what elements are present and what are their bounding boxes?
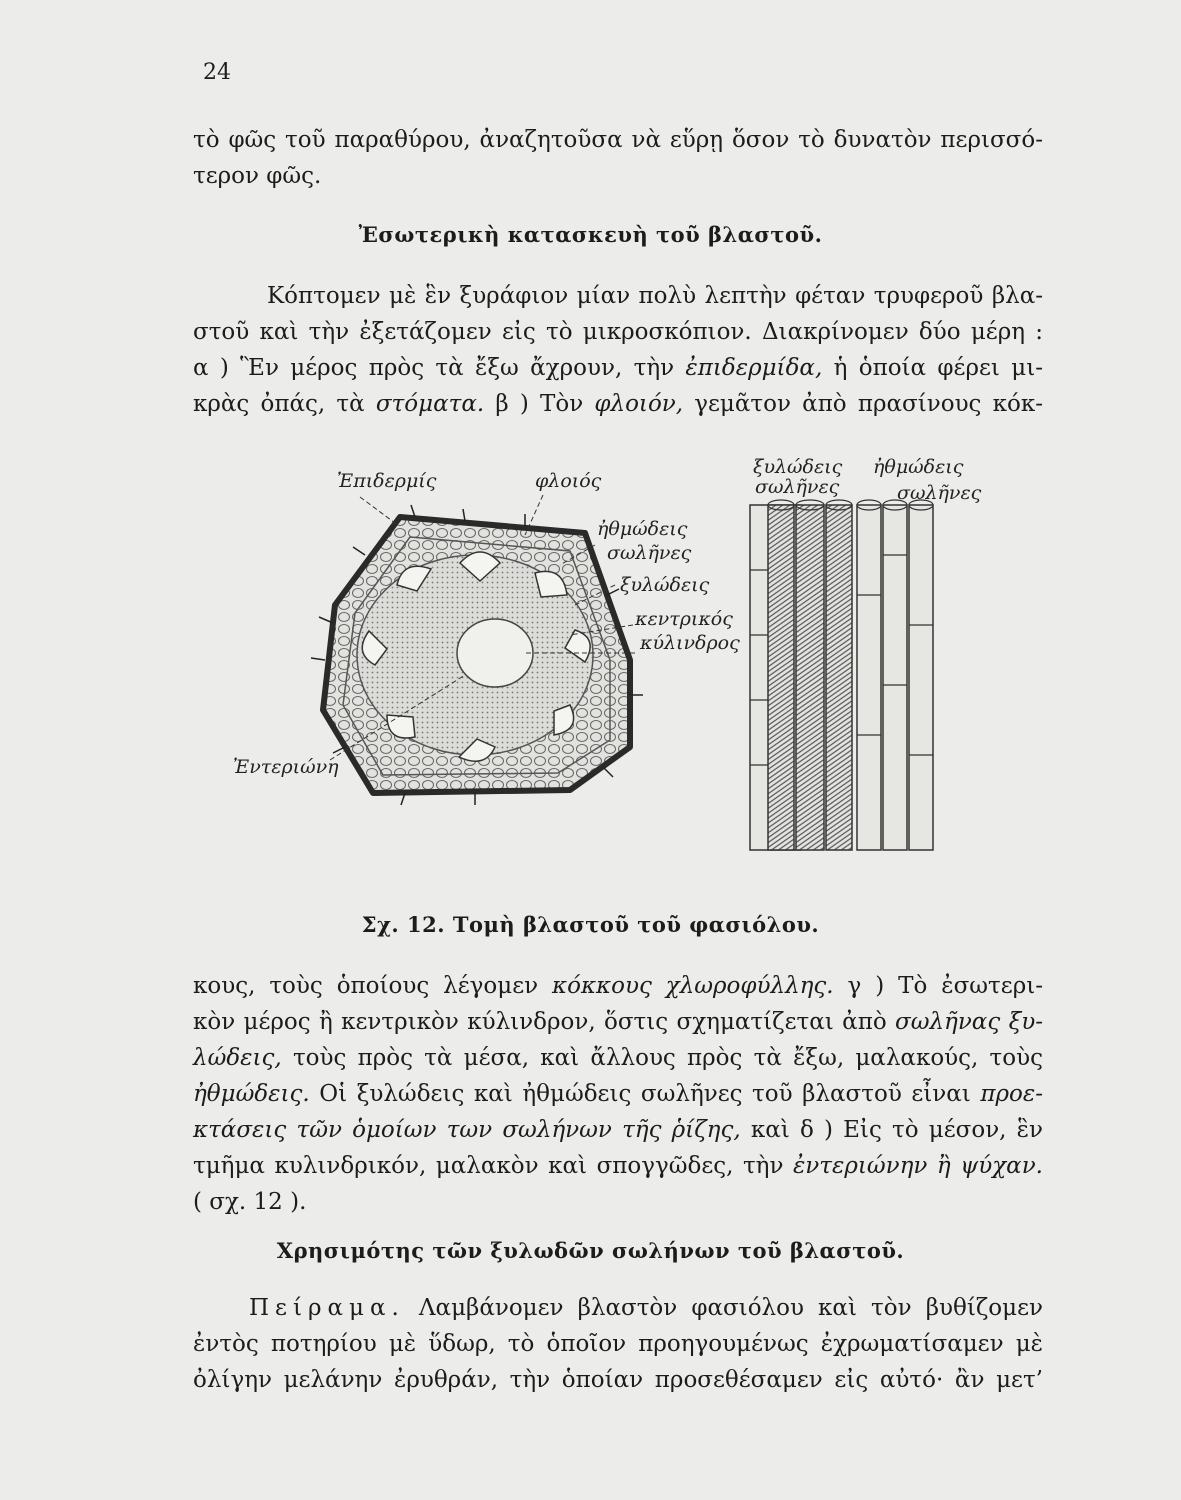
text-run: τμῆμα κυλινδρικόν, μαλακὸν καὶ σπογγῶδες, τὴν (193, 1153, 793, 1179)
longitudinal-tubes (750, 500, 933, 850)
xylem-tube (768, 505, 794, 850)
text-run: ἡ ὁποία φέρει μι- (822, 355, 1043, 381)
xylem-tube (826, 505, 852, 850)
paragraph-experiment (193, 1290, 1043, 1398)
label-solines: σωλῆνες (607, 542, 692, 564)
section-heading-xylem-use: Χρησιμότης τῶν ξυλωδῶν σωλήνων τοῦ βλαστοῦ. (276, 1238, 905, 1263)
label-xylodeis: ξυλώδεις (620, 574, 710, 596)
term-phloem: ἠθμώδεις. (193, 1081, 310, 1107)
term-phloem: φλοιόν, (594, 391, 684, 417)
text-run: Οἱ ξυλώδεις καὶ ἠθμώδεις σωλῆνες τοῦ βλαστοῦ εἶναι (309, 1081, 981, 1107)
phloem-tube (883, 505, 907, 850)
text-line: τὸ φῶς τοῦ παραθύρου, ἀναζητοῦσα νὰ εὕρῃ ὅσον τὸ δυνατὸν περισσό- (193, 127, 1043, 153)
text-line: ( σχ. 12 ). (193, 1189, 307, 1215)
text-line: Κόπτομεν μὲ ἓν ξυράφιον μίαν πολὺ λεπτὴν φέταν τρυφεροῦ βλα- (267, 283, 1043, 309)
text-line (193, 1148, 1043, 1184)
text-line (193, 1076, 1043, 1112)
label-enteriony: Ἐντεριώνη (233, 756, 339, 778)
label-phloios: φλοιός (535, 470, 602, 492)
paragraph-parts-description (193, 968, 1043, 1220)
text-line: στοῦ καὶ τὴν ἐξετάζομεν εἰς τὸ μικροσκόπιον. Διακρίνομεν δύο μέρη : (193, 319, 1043, 345)
pith-center (457, 619, 533, 687)
text-run: α ) Ἓν μέρος πρὸς τὰ ἔξω ἄχρουν, τὴν (193, 355, 686, 381)
stem-section-figure (225, 455, 1005, 885)
text-run: Λαμβάνομεν βλαστὸν φασιόλου καὶ τὸν βυθίζομεν (404, 1295, 1043, 1321)
text-line: ἐντὸς ποτηρίου μὲ ὕδωρ, τὸ ὁποῖον προηγουμένως ἐχρωματίσαμεν μὲ (193, 1331, 1043, 1357)
text-line (193, 1112, 1043, 1148)
term-epidermis: ἐπιδερμίδα, (685, 355, 823, 381)
text-run: καὶ δ ) Εἰς τὸ μέσον, ἓν (740, 1117, 1044, 1143)
text-run: κους, τοὺς ὁποίους λέγομεν (193, 973, 553, 999)
label-ithmodeis: ἠθμώδεις (597, 518, 688, 540)
term-stomata: στόματα. (375, 391, 485, 417)
text-line (193, 1004, 1043, 1040)
text-line: τερον φῶς. (193, 163, 322, 189)
label-kylindros: κύλινδρος (640, 632, 740, 654)
text-run: τοὺς πρὸς τὰ μέσα, καὶ ἄλλους πρὸς τὰ ἔξω, μαλακούς, τοὺς (281, 1045, 1043, 1071)
term-extensions: προε- (980, 1081, 1043, 1107)
text-line (193, 386, 1043, 422)
term-experiment: Πείραμα. (249, 1295, 405, 1321)
text-run: β ) Τὸν (484, 391, 595, 417)
section-heading-internal-structure: Ἐσωτερικὴ κατασκευὴ τοῦ βλαστοῦ. (358, 222, 823, 247)
paragraph-intro (193, 122, 1043, 194)
text-run: κρὰς ὀπάς, τὰ (193, 391, 376, 417)
phloem-tube (857, 505, 881, 850)
text-line (193, 1040, 1043, 1076)
label-kentrikos: κεντρικός (635, 608, 733, 630)
label-top-solines-1: σωλῆνες (755, 476, 840, 498)
text-line: ὀλίγην μελάνην ἐρυθράν, τὴν ὁποίαν προσεθέσαμεν εἰς αὐτό· ἂν μετ’ (193, 1367, 1043, 1393)
term-chlorophyll: κόκκους χλωροφύλλης. (552, 973, 834, 999)
text-line (193, 1290, 1043, 1326)
label-epidermis: Ἐπιδερμίς (337, 470, 437, 492)
page-number: 24 (203, 60, 231, 85)
xylem-tube (796, 505, 824, 850)
stem-cross-section (311, 505, 643, 805)
text-line (193, 350, 1043, 386)
term-xylem: σωλῆνας ξυ- (895, 1009, 1043, 1035)
term-extensions: κτάσεις τῶν ὁμοίων των σωλήνων τῆς ῥίζης, (193, 1117, 741, 1143)
text-line (193, 968, 1043, 1004)
text-run: γεμᾶτον ἀπὸ πρασίνους κόκ- (683, 391, 1043, 417)
term-xylem: λώδεις, (193, 1045, 282, 1071)
phloem-tube (909, 505, 933, 850)
figure-caption: Σχ. 12. Τομὴ βλαστοῦ τοῦ φασιόλου. (361, 912, 820, 937)
text-run: γ ) Τὸ ἐσωτερι- (833, 973, 1044, 999)
text-run: κὸν μέρος ἢ κεντρικὸν κύλινδρον, ὅστις σχηματίζεται ἀπὸ (193, 1009, 896, 1035)
paragraph-internal-structure (193, 278, 1043, 422)
term-pith: ἐντεριώνην ἢ ψύχαν. (792, 1153, 1043, 1179)
label-top-solines-2: σωλῆνες (897, 482, 982, 504)
label-top-ithmodeis: ἠθμώδεις (873, 456, 964, 478)
label-top-xylodeis: ξυλώδεις (753, 456, 843, 478)
